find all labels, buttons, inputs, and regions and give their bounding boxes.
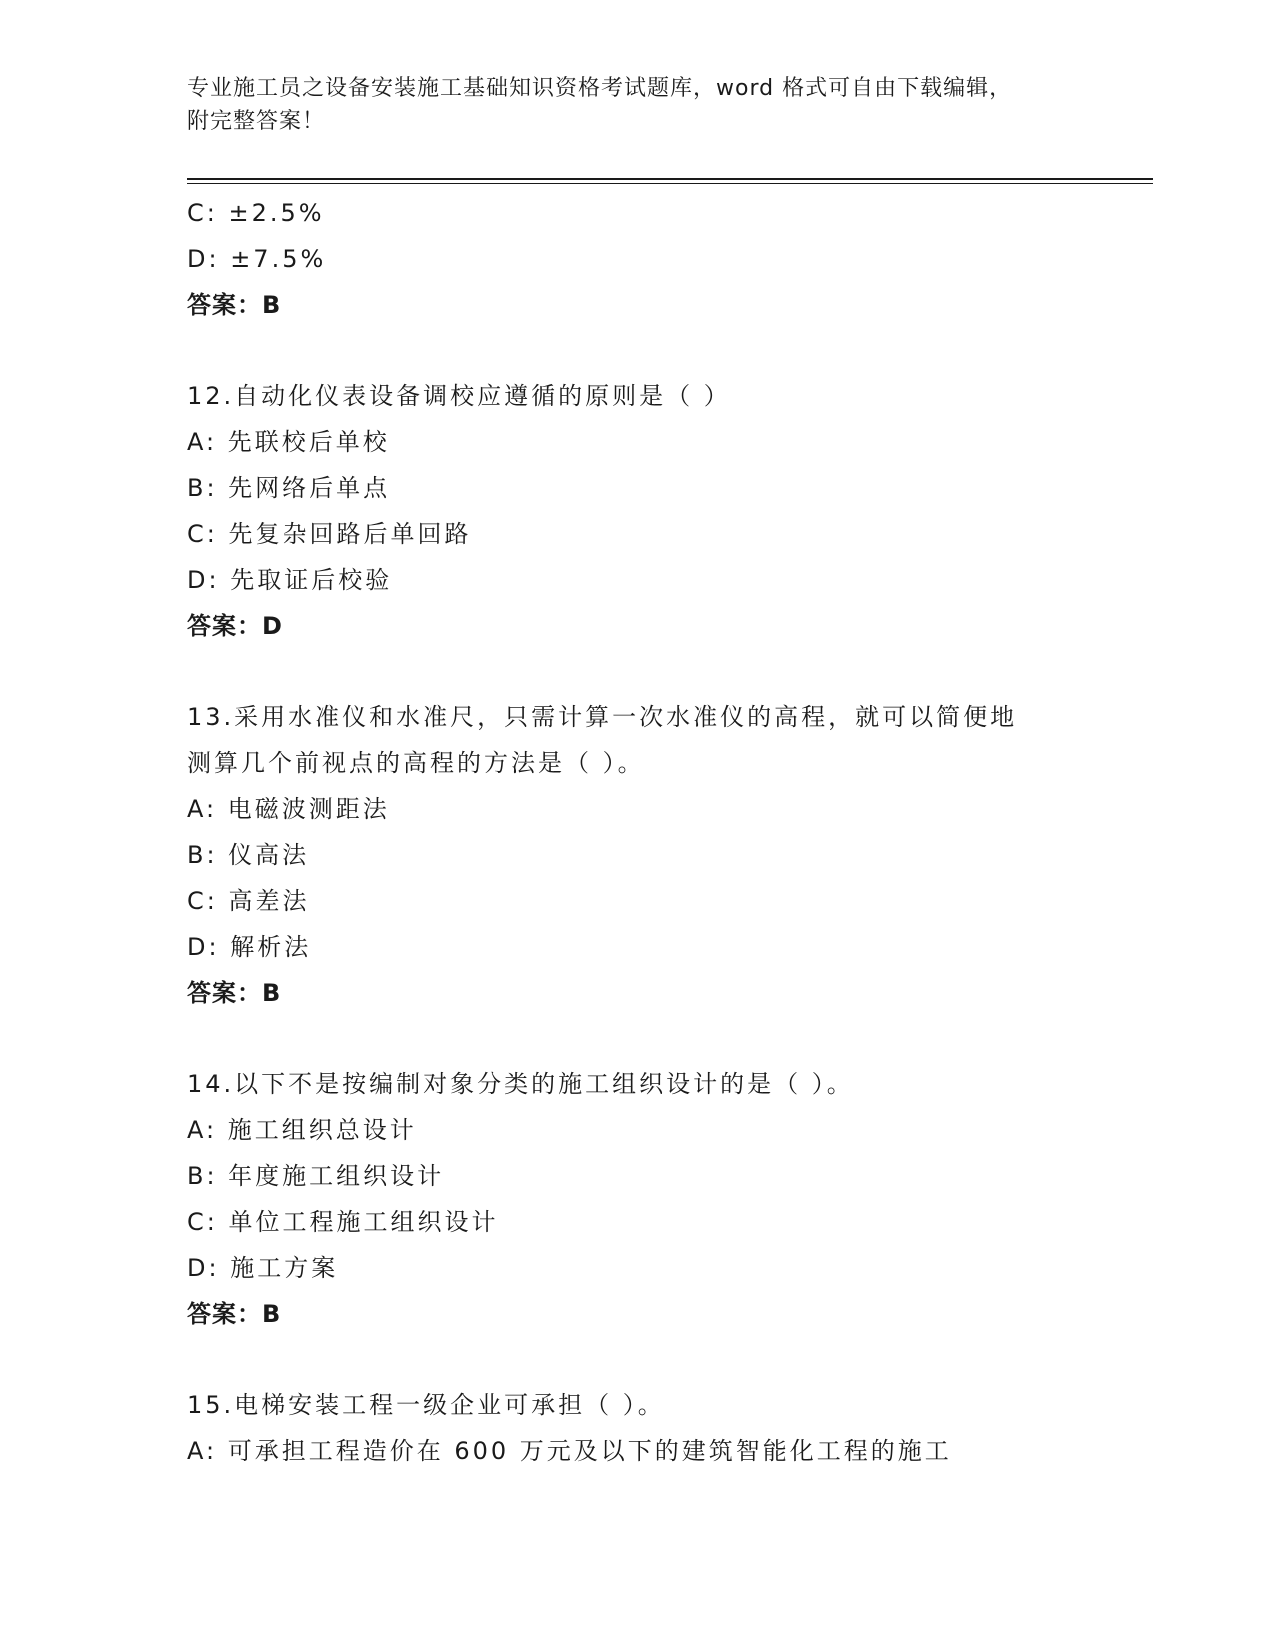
question-list	[187, 190, 1153, 1474]
option-d: D: 解析法	[187, 933, 312, 961]
option-d: D: 先取证后校验	[187, 566, 393, 594]
answer-line: 答案：B	[187, 979, 282, 1007]
question-text: 15.电梯安装工程一级企业可承担（ ）。	[187, 1391, 665, 1419]
header-line-1: 专业施工员之设备安装施工基础知识资格考试题库，word 格式可自由下载编辑，	[187, 76, 1013, 101]
header-line-2: 附完整答案！	[187, 109, 326, 134]
option-d: D: ±7.5%	[187, 245, 327, 273]
option-c: C: ±2.5%	[187, 199, 325, 227]
option-b: B: 先网络后单点	[187, 474, 391, 502]
header-divider-thin	[187, 183, 1153, 184]
option-c: C: 单位工程施工组织设计	[187, 1208, 499, 1236]
option-c: C: 高差法	[187, 887, 310, 915]
question-text: 12.自动化仪表设备调校应遵循的原则是（ ）	[187, 382, 731, 410]
option-c: C: 先复杂回路后单回路	[187, 520, 472, 548]
question-13	[187, 694, 1153, 1016]
option-a: A: 施工组织总设计	[187, 1116, 417, 1144]
question-text: 14.以下不是按编制对象分类的施工组织设计的是（ ）。	[187, 1070, 854, 1098]
option-b: B: 年度施工组织设计	[187, 1162, 445, 1190]
question-12	[187, 373, 1153, 649]
option-b: B: 仪高法	[187, 841, 310, 869]
question-text-line-2: 测算几个前视点的高程的方法是（ ）。	[187, 749, 645, 777]
document-header	[187, 72, 1087, 138]
question-14	[187, 1061, 1153, 1337]
option-a: A: 先联校后单校	[187, 428, 390, 456]
option-d: D: 施工方案	[187, 1254, 339, 1282]
answer-line: 答案：D	[187, 612, 283, 640]
header-divider-thick	[187, 178, 1153, 180]
question-text-line-1: 13.采用水准仪和水准尺，只需计算一次水准仪的高程，就可以简便地	[187, 703, 1018, 731]
question-11-tail	[187, 190, 1153, 328]
answer-line: 答案：B	[187, 291, 282, 319]
answer-line: 答案：B	[187, 1300, 282, 1328]
option-a: A: 电磁波测距法	[187, 795, 390, 823]
option-a: A: 可承担工程造价在 600 万元及以下的建筑智能化工程的施工	[187, 1437, 952, 1465]
question-15	[187, 1382, 1153, 1474]
